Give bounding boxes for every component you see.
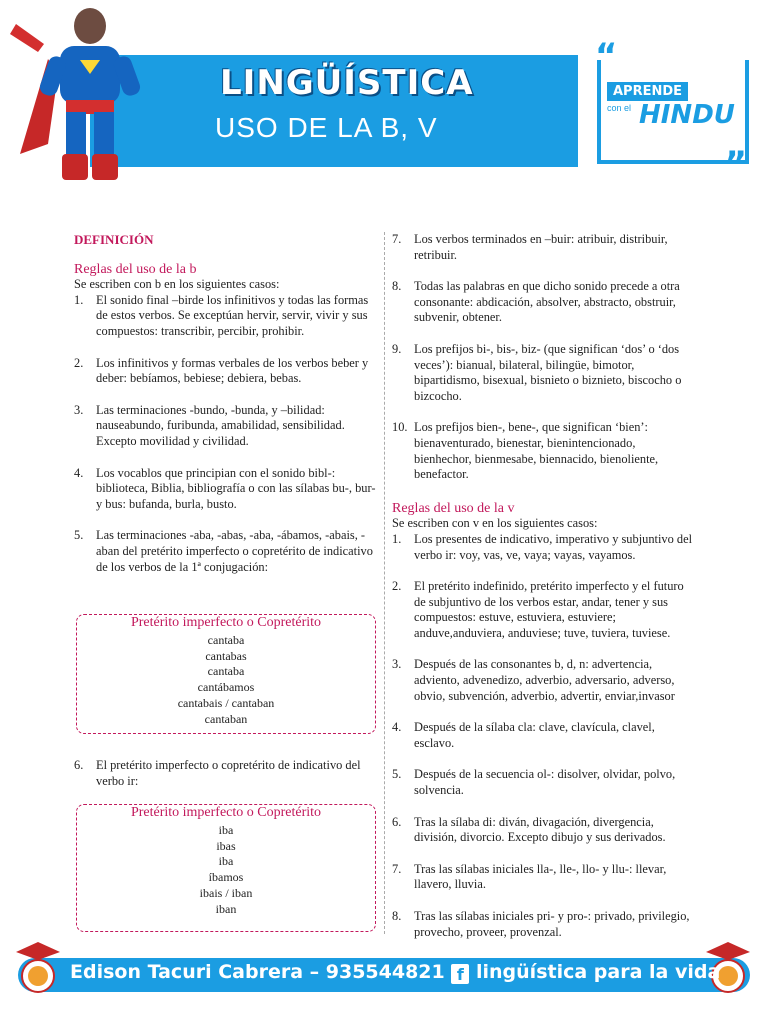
reglas-b-heading: Reglas del uso de la b: [74, 261, 197, 277]
list-item: 4. Los vocablos que principian con el sonido bibl-: biblioteca, Biblia, bibliografía o con las sílabas bu-, bur- y bus: bufanda, burla, busto.: [74, 465, 376, 511]
conjugation-row: cantaba: [207, 664, 245, 679]
page-subtitle: USO DE LA B, V: [215, 112, 438, 143]
conjugation-row: íbamos: [208, 870, 244, 885]
list-item: 7. Los verbos terminados en –buir: atribuir, distribuir, retribuir.: [392, 232, 668, 262]
superhero-illustration: [8, 4, 150, 188]
left-column-item6: [74, 758, 376, 789]
list-item: 5. Después de la secuencia ol-: disolver, olvidar, polvo, solvencia.: [392, 767, 676, 798]
conjugation-row: cantaban: [204, 711, 248, 726]
list-item: 3. Después de las consonantes b, d, n: advertencia, adviento, advenedizo, adverbio, adversario, adverso, obvio, subvención, adverbio, advertir, enviar,invasor: [392, 657, 675, 703]
list-item: 1. Los presentes de indicativo, imperativo y subjuntivo del verbo ir: voy, vas, ve, vaya; vayas, vayamos.: [392, 531, 693, 562]
right-column: [392, 232, 694, 940]
reglas-v-heading: Reglas del uso de la v: [392, 500, 515, 516]
list-item: 9. Los prefijos bi-, bis-, biz- (que significan ‘dos’ o ‘dos veces’): bianual, bilateral, bilingüe, bimotor, bipartidismo, bisexual, bisnieto o biznieto, biscocho o bizcocho.: [392, 341, 682, 403]
box-title: Pretérito imperfecto o Copretérito: [130, 615, 322, 630]
brain-graduate-icon: [14, 938, 62, 994]
conjugation-row: iba: [218, 854, 234, 869]
intro-v: Se escriben con v en los siguientes casos:: [392, 516, 598, 531]
conjugation-row: cantaba: [207, 632, 245, 647]
left-column: [74, 232, 376, 575]
list-item: 2. El pretérito indefinido, pretérito imperfecto y el futuro de subjuntivo de los verbos estar, andar, tener y sus compuestos: estuve, estuviera, estuviere; anduve,anduviera, anduviese; tuve, tuviera, tuviese.: [392, 579, 684, 640]
open-quote-icon: “: [595, 36, 618, 76]
list-item: 3. Las terminaciones -bundo, -bunda, y –bilidad: nauseabundo, furibunda, amabilidad, sensibilidad. Excepto movilidad y civilidad.: [74, 402, 345, 448]
list-item: 7. Tras las sílabas iniciales lla-, lle-, llo- y llu-: llevar, llavero, lluvia.: [392, 861, 667, 892]
intro-b: Se escriben con b en los siguientes casos:: [74, 277, 280, 292]
brand-logo: [593, 36, 753, 184]
footer-text: [70, 961, 720, 984]
close-quote-icon: ”: [724, 144, 747, 184]
list-item: 5. Las terminaciones -aba, -abas, -aba, -ábamos, -abais, -aban del pretérito imperfecto o copretérito de indicativo de los verbos de la 1ª conjugación:: [74, 528, 373, 574]
conjugation-row: ibais / iban: [199, 885, 253, 900]
page-title: LINGÜÍSTICA: [220, 63, 474, 103]
conjugation-row: iba: [218, 822, 234, 837]
conjugation-row: cantabais / cantaban: [177, 695, 275, 710]
list-item: 10. Los prefijos bien-, bene-, que significan ‘bien’: bienaventurado, bienestar, bienintencionado, bienhechor, bienmesabe, biennacido, bienoliente, benefactor.: [392, 420, 659, 482]
logo-hindu: HINDU: [639, 100, 735, 130]
box-title: Pretérito imperfecto o Copretérito: [130, 805, 322, 820]
list-item: 2. Los infinitivos y formas verbales de los verbos beber y deber: bebíamos, bebiese; debiera, bebas.: [74, 355, 369, 386]
footer-page-name[interactable]: lingüística para la vida: [476, 961, 721, 983]
conjugation-box-ir: [76, 804, 376, 932]
list-item: 8. Tras las sílabas iniciales pri- y pro-: privado, privilegio, provecho, proveer, provenzal.: [392, 909, 690, 939]
logo-aprende: APRENDE: [607, 82, 688, 101]
conjugation-row: ibas: [216, 838, 236, 853]
conjugation-row: cantábamos: [197, 680, 255, 695]
list-item: 8. Todas las palabras en que dicho sonido precede a otra consonante: abdicación, absolver, abstracto, obstruir, subvenir, obtener.: [392, 279, 680, 325]
footer-author: Edison Tacuri Cabrera – 935544821: [70, 961, 445, 983]
list-item: 1. El sonido final –birde los infinitivos y todas las formas de estos verbos. Se exceptúan hervir, servir, vivir y sus compuestos: transcribir, percibir, prohibir.: [74, 292, 369, 338]
definicion-heading: DEFINICIÓN: [74, 232, 154, 247]
logo-con: con el: [607, 103, 632, 113]
conjugation-box-cantar: [76, 614, 376, 734]
conjugation-row: iban: [215, 901, 237, 916]
facebook-icon[interactable]: f: [451, 964, 469, 984]
list-item: 4. Después de la sílaba cla: clave, clavícula, clavel, esclavo.: [392, 720, 655, 750]
conjugation-row: cantabas: [205, 648, 247, 663]
list-item: 6. Tras la sílaba di: diván, divagación, divergencia, división, divorcio. Excepto dibujo y sus derivados.: [392, 814, 666, 845]
column-divider: [384, 232, 385, 934]
list-item: 6. El pretérito imperfecto o copretérito de indicativo del verbo ir:: [74, 758, 361, 788]
